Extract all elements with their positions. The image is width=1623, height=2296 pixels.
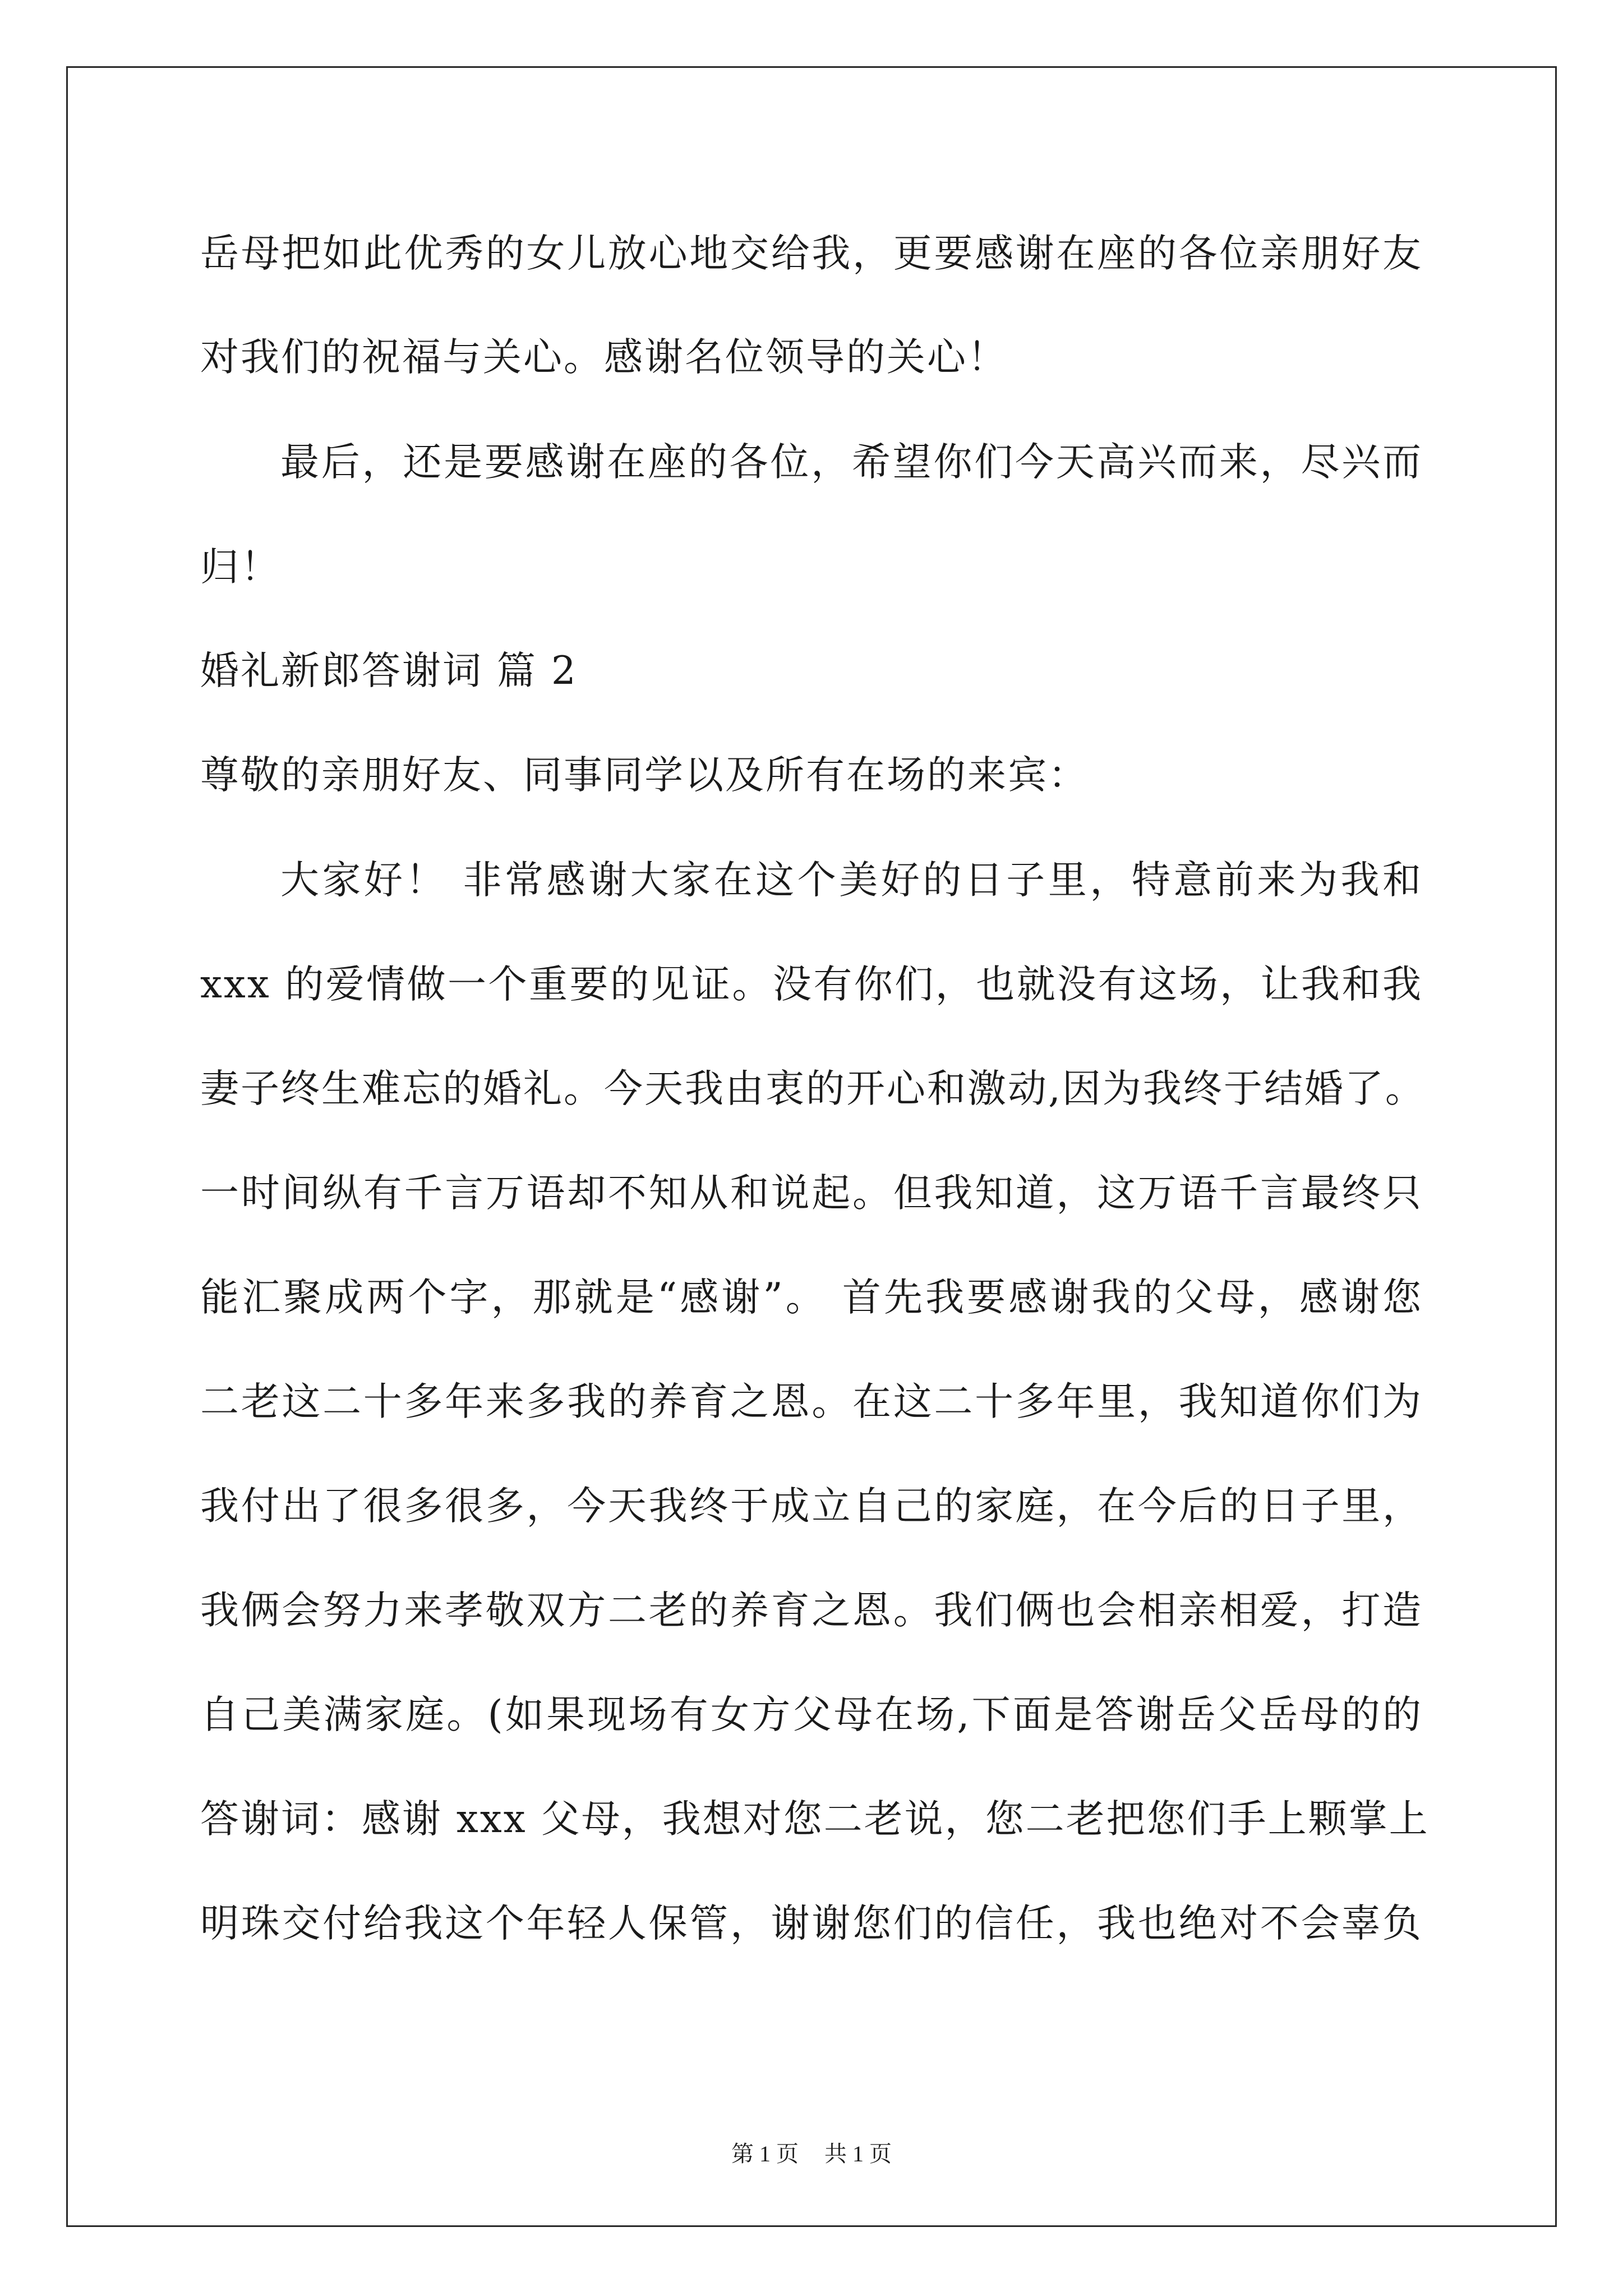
text-line: 我付出了很多很多，今天我终于成立自己的家庭，在今后的日子里， (200, 1484, 1423, 1529)
text-line: 能汇聚成两个字，那就是“感谢”。 首先我要感谢我的父母，感谢您 (200, 1275, 1423, 1320)
text-line: xxx 的爱情做一个重要的见证。没有你们，也就没有这场，让我和我 (200, 962, 1423, 1007)
text-line: 答谢词：感谢 xxx 父母，我想对您二老说，您二老把您们手上颗掌上 (200, 1797, 1430, 1842)
text-line: 最后，还是要感谢在座的各位，希望你们今天高兴而来，尽兴而 (280, 440, 1423, 485)
text-line: 岳母把如此优秀的女儿放心地交给我，更要感谢在座的各位亲朋好友 (200, 231, 1423, 276)
text-line: 大家好！ 非常感谢大家在这个美好的日子里，特意前来为我和 (280, 858, 1423, 903)
text-line: 妻子终生难忘的婚礼。今天我由衷的开心和激动,因为我终于结婚了。 (200, 1066, 1426, 1111)
text-line: 归！ (200, 545, 281, 590)
salutation: 尊敬的亲朋好友、同事同学以及所有在场的来宾： (200, 753, 1089, 798)
text-line: 我俩会努力来孝敬双方二老的养育之恩。我们俩也会相亲相爱，打造 (200, 1588, 1423, 1633)
text-line: 二老这二十多年来多我的养育之恩。在这二十多年里，我知道你们为 (200, 1379, 1423, 1424)
text-line: 自己美满家庭。(如果现场有女方父母在场,下面是答谢岳父岳母的的 (200, 1692, 1423, 1737)
page-total: 共 1 页 (824, 2141, 892, 2166)
page-footer (0, 2143, 1623, 2165)
page-number: 第 1 页 (731, 2141, 799, 2166)
text-line: 对我们的祝福与关心。感谢名位领导的关心！ (200, 335, 1008, 380)
section-heading: 婚礼新郎答谢词 篇 2 (200, 648, 578, 693)
text-line: 明珠交付给我这个年轻人保管，谢谢您们的信任，我也绝对不会辜负 (200, 1901, 1423, 1946)
text-line: 一时间纵有千言万语却不知从和说起。但我知道，这万语千言最终只 (200, 1171, 1423, 1216)
